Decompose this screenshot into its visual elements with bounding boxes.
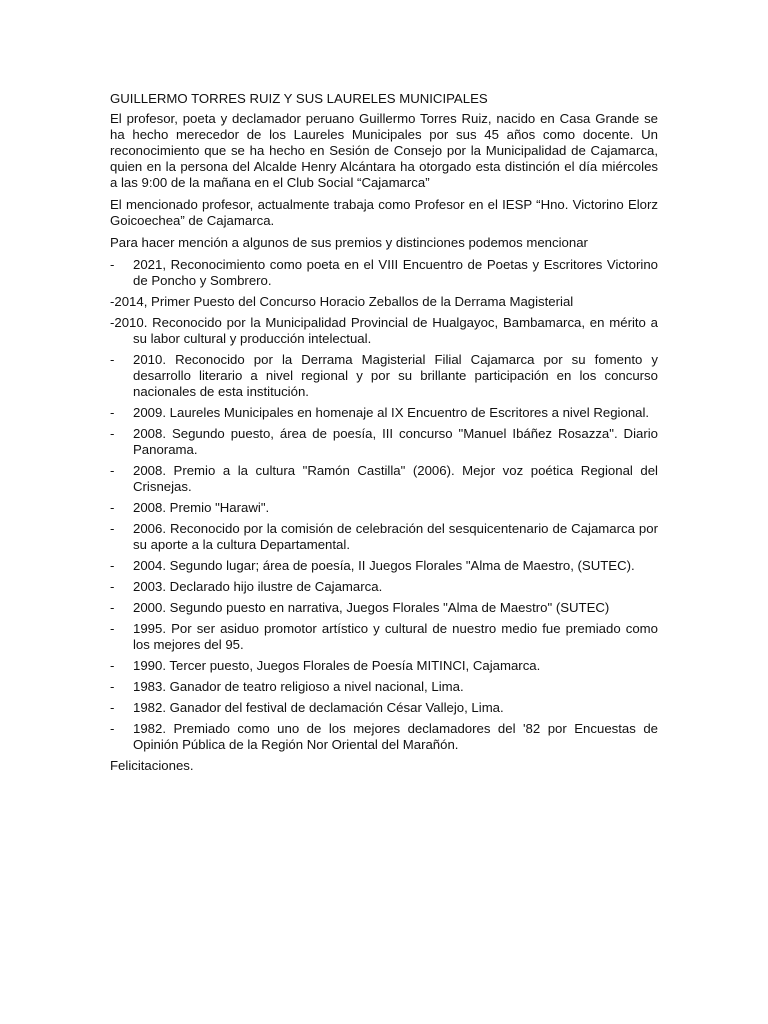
- award-item: [110, 426, 658, 458]
- award-text: 1990. Tercer puesto, Juegos Florales de Poesía MITINCI, Cajamarca.: [133, 658, 541, 673]
- list-dash: -: [110, 257, 115, 272]
- award-item: [110, 600, 658, 616]
- award-item: [110, 500, 658, 516]
- list-dash: -: [110, 600, 115, 615]
- award-text: 2008. Premio a la cultura "Ramón Castilla" (2006). Mejor voz poética Regional del Crisnejas.: [133, 463, 658, 494]
- list-dash: -: [110, 521, 115, 536]
- intro-paragraph: El profesor, poeta y declamador peruano Guillermo Torres Ruiz, nacido en Casa Grande se ha hecho merecedor de los Laureles Municipales por sus 45 años como docente. Un reconocimiento que se ha hecho en Sesión de Consejo por la Municipalidad de Cajamarca, quien en la persona del Alcalde Henry Alcántara ha otorgado esta distinción el día miércoles a las 9:00 de la mañana en el Club Social “Cajamarca”: [110, 111, 658, 190]
- list-dash: -: [110, 721, 115, 736]
- award-item: [110, 521, 658, 553]
- award-item: [110, 405, 658, 421]
- list-dash: -: [110, 405, 115, 420]
- award-item: [110, 658, 658, 674]
- award-text: 2009. Laureles Municipales en homenaje al IX Encuentro de Escritores a nivel Regional.: [133, 405, 650, 420]
- list-dash: -: [110, 426, 115, 441]
- list-dash: -: [110, 621, 115, 636]
- award-item: [110, 352, 658, 400]
- list-dash: -: [110, 558, 115, 573]
- employment-paragraph: El mencionado profesor, actualmente trabaja como Profesor en el IESP “Hno. Victorino Elorz Goicoechea” de Cajamarca.: [110, 197, 658, 228]
- award-text: 1982. Premiado como uno de los mejores declamadores del '82 por Encuestas de Opinión Pública de la Región Nor Oriental del Marañón.: [133, 721, 658, 752]
- list-dash: -: [110, 500, 115, 515]
- award-item: [110, 721, 658, 753]
- award-text: 2000. Segundo puesto en narrativa, Juegos Florales "Alma de Maestro" (SUTEC): [133, 600, 610, 615]
- award-item: [110, 621, 658, 653]
- document-title: GUILLERMO TORRES RUIZ Y SUS LAURELES MUNICIPALES: [110, 91, 488, 106]
- award-text: 2021, Reconocimiento como poeta en el VIII Encuentro de Poetas y Escritores Victorino de Poncho y Sombrero.: [133, 257, 658, 288]
- award-text: 2008. Segundo puesto, área de poesía, III concurso "Manuel Ibáñez Rosazza". Diario Panorama.: [133, 426, 658, 457]
- award-text: 2003. Declarado hijo ilustre de Cajamarca.: [133, 579, 383, 594]
- award-item: [110, 700, 658, 716]
- award-item: [110, 257, 658, 289]
- closing-line: Felicitaciones.: [110, 758, 194, 773]
- list-dash: -: [110, 700, 115, 715]
- award-text: 1983. Ganador de teatro religioso a nivel nacional, Lima.: [133, 679, 464, 694]
- award-text: 1982. Ganador del festival de declamación César Vallejo, Lima.: [133, 700, 504, 715]
- award-item: [110, 679, 658, 695]
- awards-intro-paragraph: Para hacer mención a algunos de sus premios y distinciones podemos mencionar: [110, 235, 588, 250]
- list-dash: -: [110, 679, 115, 694]
- award-item: [110, 294, 658, 310]
- document-page: [110, 91, 658, 774]
- list-dash: -: [110, 352, 115, 367]
- award-text: -2014, Primer Puesto del Concurso Horacio Zeballos de la Derrama Magisterial: [110, 294, 574, 309]
- award-text: 1995. Por ser asiduo promotor artístico y cultural de nuestro medio fue premiado como los mejores del 95.: [133, 621, 658, 652]
- award-text: -2010. Reconocido por la Municipalidad Provincial de Hualgayoc, Bambamarca, en mérito a su labor cultural y producción intelectual.: [110, 315, 658, 346]
- list-dash: -: [110, 658, 115, 673]
- award-item: [110, 463, 658, 495]
- award-text: 2004. Segundo lugar; área de poesía, II Juegos Florales "Alma de Maestro, (SUTEC).: [133, 558, 635, 573]
- award-item: [110, 315, 658, 347]
- award-item: [110, 579, 658, 595]
- awards-list: [110, 257, 658, 753]
- award-text: 2008. Premio "Harawi".: [133, 500, 270, 515]
- list-dash: -: [110, 463, 115, 478]
- award-text: 2010. Reconocido por la Derrama Magisterial Filial Cajamarca por su fomento y desarrollo literario a nivel regional y por su brillante participación en los concurso nacionales de esta institución.: [133, 352, 658, 399]
- award-item: [110, 558, 658, 574]
- list-dash: -: [110, 579, 115, 594]
- award-text: 2006. Reconocido por la comisión de celebración del sesquicentenario de Cajamarca por su aporte a la cultura Departamental.: [133, 521, 658, 552]
